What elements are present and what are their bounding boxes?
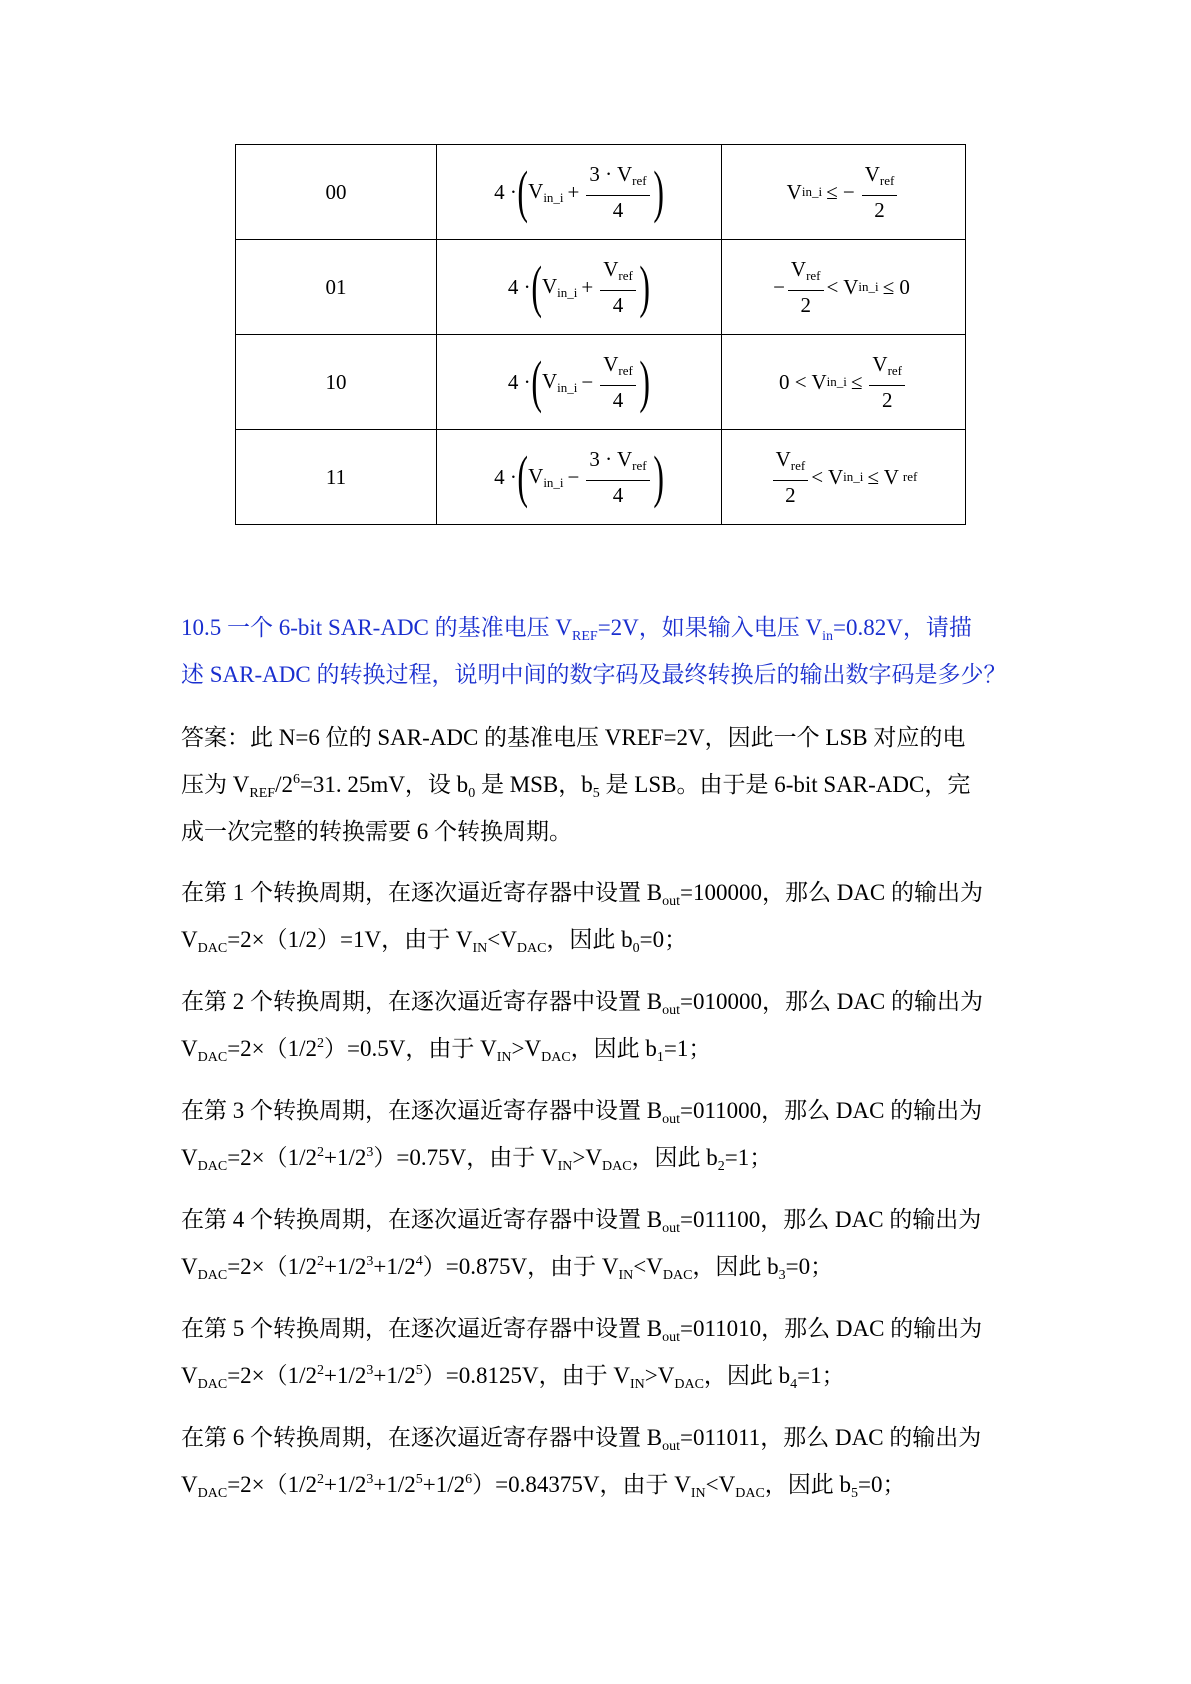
text: +1/2 [373, 1363, 416, 1388]
text: ，因此 b [764, 1472, 852, 1497]
subscript: DAC [541, 1050, 571, 1065]
fraction [869, 352, 905, 412]
text: 在第 4 个转换周期，在逐次逼近寄存器中设置 B [181, 1207, 663, 1232]
cycle-line-a [181, 978, 1021, 1025]
subscript: 5 [851, 1486, 859, 1501]
range-formula [770, 447, 918, 507]
fraction [788, 257, 824, 317]
expression-formula [494, 159, 664, 224]
subscript: DAC [197, 1377, 228, 1392]
superscript: 5 [415, 1363, 423, 1378]
subscript: DAC [601, 1159, 632, 1174]
sub: in_i [801, 184, 823, 199]
text: =011010，那么 DAC 的输出为 [679, 1316, 983, 1341]
term [542, 274, 577, 301]
table-row [236, 145, 966, 240]
subscript: 4 [790, 1377, 798, 1392]
denominator: 4 [612, 388, 624, 412]
subscript: DAC [516, 941, 547, 956]
text: 是 MSB，b [475, 772, 593, 797]
text: >V [644, 1363, 675, 1388]
text: ）=0.875V，由于 V [422, 1254, 619, 1279]
superscript: 2 [317, 1363, 325, 1378]
term-sub: in_i [557, 284, 578, 300]
coef: 4 · [494, 464, 517, 489]
answer-paragraph [181, 714, 1021, 855]
subscript: out [662, 1330, 680, 1345]
num-sub: ref [618, 363, 633, 378]
superscript: 3 [366, 1145, 374, 1160]
cycle-line-b [181, 1134, 1021, 1181]
num-text: V [790, 257, 807, 281]
operator: ≤ − [826, 179, 855, 204]
text: ，因此 b [570, 1036, 657, 1061]
text: ，因此 b [703, 1363, 791, 1388]
denominator: 2 [874, 198, 885, 222]
text: 在第 1 个转换周期，在逐次逼近寄存器中设置 B [181, 880, 663, 905]
text: =2×（1/2 [227, 1363, 318, 1388]
cycle-line-b [181, 1243, 1021, 1290]
table-row [236, 430, 966, 525]
subscript: out [662, 1112, 680, 1127]
operator: + [581, 274, 594, 299]
coef: 4 · [507, 369, 531, 394]
subscript: 5 [592, 786, 600, 801]
text: 压为 V [181, 772, 250, 797]
range-cell [722, 335, 966, 430]
right-paren: ) [639, 254, 650, 319]
question-line-1 [181, 604, 1021, 651]
text: =2×（1/2 [227, 1472, 318, 1497]
code-text: 00 [325, 179, 347, 204]
text: <V [633, 1254, 663, 1279]
text: +1/2 [324, 1472, 367, 1497]
term [528, 179, 563, 206]
text: V [181, 1254, 198, 1279]
text: V [181, 1036, 198, 1061]
numerator [869, 352, 905, 386]
numerator [773, 447, 809, 481]
code-cell [236, 240, 437, 335]
fraction [600, 352, 636, 412]
sub: in_i [826, 374, 847, 389]
text: +1/2 [373, 1472, 416, 1497]
text: V [181, 927, 198, 952]
num-sub: ref [887, 363, 902, 378]
num-sub: ref [806, 268, 821, 283]
subscript: REF [249, 786, 276, 801]
text: =2×（1/2 [227, 1254, 318, 1279]
text: =010000，那么 DAC 的输出为 [679, 989, 984, 1014]
minus: − [773, 274, 785, 299]
superscript: 2 [317, 1036, 325, 1051]
text: <V [487, 927, 517, 952]
answer-line-3: 成一次完整的转换需要 6 个转换周期。 [181, 819, 572, 844]
cycle-paragraph [181, 869, 1021, 963]
text: =0.82V，请描 [833, 615, 972, 640]
operator: − [567, 464, 580, 489]
subscript: DAC [197, 1268, 228, 1283]
subscript: out [662, 894, 680, 909]
subscript: DAC [674, 1377, 704, 1392]
text: 是 LSB。由于是 6-bit SAR-ADC，完 [599, 772, 971, 797]
term-v: V [528, 178, 544, 203]
table-row [236, 335, 966, 430]
text: +1/2 [324, 1145, 367, 1170]
subscript: out [662, 1221, 680, 1236]
text: >V [511, 1036, 542, 1061]
num-sub: ref [879, 173, 895, 188]
cycle-line-b [181, 916, 1021, 963]
cycle-paragraph [181, 1305, 1021, 1399]
text: 在第 3 个转换周期，在逐次逼近寄存器中设置 B [181, 1098, 663, 1123]
numerator [586, 447, 649, 481]
cycle-paragraph [181, 1087, 1021, 1181]
fraction [862, 162, 898, 222]
subscript: IN [618, 1268, 634, 1283]
v: V [786, 179, 802, 204]
left-paren: ( [530, 254, 542, 319]
denominator: 2 [881, 388, 893, 412]
text: 10.5 一个 6-bit SAR-ADC 的基准电压 V [181, 615, 573, 640]
subscript: 0 [632, 941, 640, 956]
numerator [788, 257, 824, 291]
text: =2×（1/2 [227, 1036, 318, 1061]
superscript: 5 [415, 1472, 423, 1487]
text: ）=0.84375V，由于 V [472, 1472, 691, 1497]
subscript: 2 [717, 1159, 725, 1174]
subscript: REF [572, 629, 598, 644]
code-text: 01 [325, 274, 347, 299]
superscript: 2 [317, 1254, 325, 1269]
sub: in_i [843, 469, 864, 484]
denominator: 4 [612, 198, 624, 222]
right-paren: ) [652, 159, 664, 224]
lt-v: < V [811, 464, 844, 489]
superscript: 2 [317, 1145, 325, 1160]
operator: ≤ 0 [882, 274, 910, 299]
subscript: DAC [197, 1050, 228, 1065]
text: +1/2 [422, 1472, 466, 1497]
left-paren: ( [517, 159, 528, 224]
subscript: IN [496, 1050, 512, 1065]
text: =0； [785, 1254, 834, 1279]
subscript: DAC [197, 1486, 228, 1501]
text: 在第 2 个转换周期，在逐次逼近寄存器中设置 B [181, 989, 663, 1014]
cycle-line-a [181, 1305, 1021, 1352]
num-sub: ref [790, 458, 806, 473]
term-v: V [541, 368, 558, 393]
subscript: in [822, 629, 834, 644]
lt-v: < V [826, 274, 859, 299]
expression-cell [437, 335, 722, 430]
superscript: 4 [415, 1254, 423, 1269]
range-formula [787, 162, 901, 222]
table-row [236, 240, 966, 335]
term [542, 369, 577, 396]
cycle-paragraph [181, 1414, 1021, 1508]
code-cell [236, 430, 437, 525]
text: =1； [797, 1363, 845, 1388]
text: V [181, 1363, 198, 1388]
range-formula [773, 257, 914, 317]
num-text: V [603, 257, 619, 281]
operator: − [581, 369, 594, 394]
fraction [586, 447, 649, 507]
le-v: ≤ V [867, 464, 899, 489]
denominator: 2 [800, 293, 811, 317]
term-sub: in_i [543, 474, 564, 490]
denominator: 2 [785, 483, 796, 507]
text: =011100，那么 DAC 的输出为 [679, 1207, 982, 1232]
term-v: V [541, 273, 558, 298]
text: ，因此 b [546, 927, 633, 952]
superscript: 3 [366, 1363, 374, 1378]
numerator [862, 162, 898, 196]
range-cell [722, 240, 966, 335]
fraction [773, 447, 809, 507]
subscript: IN [629, 1377, 645, 1392]
subscript: out [662, 1003, 680, 1018]
denominator: 4 [612, 483, 624, 507]
text: =2×（1/2）=1V，由于 V [227, 927, 473, 952]
range-cell [722, 145, 966, 240]
subscript: out [662, 1439, 680, 1454]
expression-formula [494, 444, 664, 509]
left-paren: ( [517, 444, 528, 509]
subscript: IN [690, 1486, 706, 1501]
text: =1； [663, 1036, 712, 1061]
text: <V [705, 1472, 736, 1497]
fraction [586, 162, 649, 222]
subscript: DAC [662, 1268, 693, 1283]
cycle-line-b [181, 1025, 1021, 1072]
num-text: 3 · V [589, 447, 633, 471]
expression-cell [437, 430, 722, 525]
text: +1/2 [324, 1363, 367, 1388]
question-paragraph [181, 604, 1021, 698]
text: +1/2 [324, 1254, 367, 1279]
expression-cell [437, 145, 722, 240]
term-sub: in_i [557, 379, 578, 395]
code-text: 10 [325, 369, 347, 394]
left-paren: ( [530, 349, 542, 414]
superscript: 3 [366, 1472, 374, 1487]
encoding-table [235, 144, 966, 525]
text: =011011，那么 DAC 的输出为 [679, 1425, 982, 1450]
answer-line-2 [181, 761, 1021, 808]
operator: + [567, 179, 580, 204]
text: 在第 5 个转换周期，在逐次逼近寄存器中设置 B [181, 1316, 663, 1341]
subscript: IN [557, 1159, 573, 1174]
operator: ≤ [850, 369, 863, 394]
text: =1； [724, 1145, 773, 1170]
subscript: 1 [656, 1050, 664, 1065]
cycle-line-a [181, 1196, 1021, 1243]
superscript: 6 [465, 1472, 473, 1487]
text: =2V，如果输入电压 V [597, 615, 823, 640]
sub: ref [902, 469, 918, 484]
coef: 4 · [507, 274, 531, 299]
coef: 4 · [494, 179, 517, 204]
text: V [181, 1472, 198, 1497]
superscript: 2 [317, 1472, 325, 1487]
text: /2 [275, 772, 293, 797]
text: ）=0.75V，由于 V [373, 1145, 558, 1170]
fraction [600, 257, 636, 317]
term-sub: in_i [543, 189, 564, 205]
num-sub: ref [632, 173, 647, 188]
subscript: 0 [468, 786, 476, 801]
num-text: V [864, 162, 880, 186]
num-text: V [603, 352, 619, 376]
num-text: V [775, 447, 791, 471]
text: ）=0.8125V，由于 V [422, 1363, 630, 1388]
text: >V [572, 1145, 602, 1170]
right-paren: ) [639, 349, 650, 414]
expression-cell [437, 240, 722, 335]
cycle-paragraph [181, 1196, 1021, 1290]
text: =011000，那么 DAC 的输出为 [679, 1098, 983, 1123]
range-formula [779, 352, 908, 412]
text: ）=0.5V，由于 V [324, 1036, 497, 1061]
text: =0； [858, 1472, 906, 1497]
cycle-line-a [181, 1087, 1021, 1134]
cycle-line-b [181, 1461, 1021, 1508]
superscript: 6 [292, 772, 300, 787]
num-text: V [872, 352, 888, 376]
denominator: 4 [612, 293, 624, 317]
cycle-line-a [181, 869, 1021, 916]
text: =2×（1/2 [227, 1145, 318, 1170]
code-cell [236, 335, 437, 430]
numerator [600, 352, 636, 386]
cycle-paragraph [181, 978, 1021, 1072]
text: ，因此 b [631, 1145, 718, 1170]
sub: in_i [858, 279, 879, 294]
zero-lt-v: 0 < V [778, 369, 827, 394]
right-paren: ) [652, 444, 664, 509]
text: +1/2 [373, 1254, 416, 1279]
cycle-line-b [181, 1352, 1021, 1399]
num-text: 3 · V [589, 162, 633, 186]
num-sub: ref [618, 268, 633, 283]
range-cell [722, 430, 966, 525]
text: =100000，那么 DAC 的输出为 [679, 880, 984, 905]
term [528, 464, 563, 491]
numerator [586, 162, 649, 196]
text: ，因此 b [692, 1254, 779, 1279]
answer-line-1: 答案：此 N=6 位的 SAR-ADC 的基准电压 VREF=2V，因此一个 LSB 对应的电 [181, 725, 966, 750]
question-line-2: 述 SAR-ADC 的转换过程，说明中间的数字码及最终转换后的输出数字码是多少？ [181, 662, 1007, 687]
term-v: V [528, 463, 544, 488]
subscript: DAC [197, 1159, 228, 1174]
subscript: DAC [197, 941, 228, 956]
text: 在第 6 个转换周期，在逐次逼近寄存器中设置 B [181, 1425, 663, 1450]
subscript: 3 [778, 1268, 786, 1283]
code-text: 11 [325, 464, 347, 489]
text: V [181, 1145, 198, 1170]
subscript: DAC [735, 1486, 765, 1501]
expression-formula [507, 254, 650, 319]
expression-formula [507, 349, 650, 414]
cycle-line-a [181, 1414, 1021, 1461]
numerator [600, 257, 636, 291]
code-cell [236, 145, 437, 240]
text: =0； [639, 927, 688, 952]
superscript: 3 [366, 1254, 374, 1269]
subscript: IN [472, 941, 488, 956]
text: =31. 25mV，设 b [299, 772, 469, 797]
num-sub: ref [632, 458, 647, 473]
